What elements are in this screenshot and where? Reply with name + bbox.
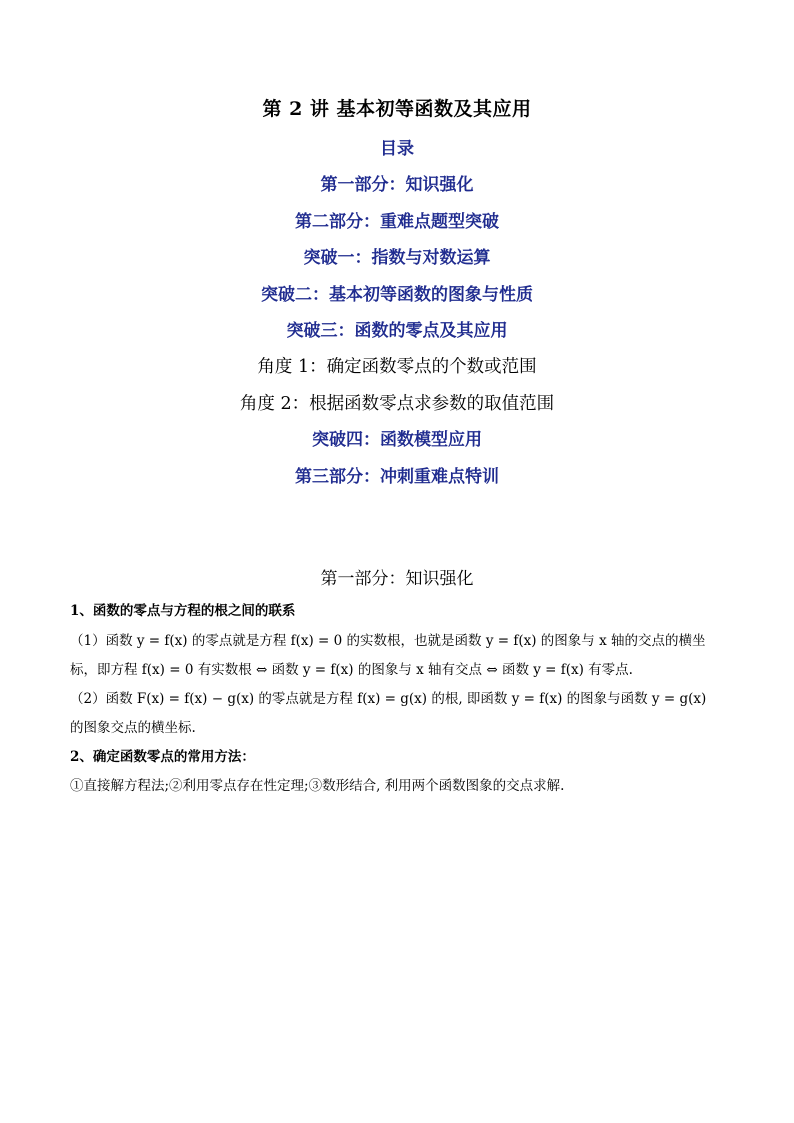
section-title: 第一部分：知识强化 [320, 569, 474, 589]
toc-item: 角度 1：确定函数零点的个数或范围 [257, 357, 537, 378]
toc-item[interactable]: 突破一：指数与对数运算 [303, 248, 491, 269]
page-title: 第 2 讲 基本初等函数及其应用 [262, 98, 532, 120]
toc-heading[interactable]: 目录 [380, 139, 414, 159]
paragraph-line: ①直接解方程法;②利用零点存在性定理;③数形结合, 利用两个函数图象的交点求解. [70, 778, 565, 794]
section-heading: 1、函数的零点与方程的根之间的联系 [70, 603, 296, 619]
toc-item[interactable]: 突破四：函数模型应用 [312, 430, 482, 451]
table-of-contents [0, 137, 794, 501]
paragraph-line: （2）函数 F(x) = f(x) − g(x) 的零点就是方程 f(x) = g(x) 的根, 即函数 y = f(x) 的图象与函数 y = g(x) [70, 691, 707, 707]
paragraph-line: 标，即方程 f(x) = 0 有实数根 ⇔ 函数 y = f(x) 的图象与 x 轴有交点 ⇔ 函数 y = f(x) 有零点. [70, 662, 633, 678]
paragraph-line: （1）函数 y = f(x) 的零点就是方程 f(x) = 0 的实数根，也就是函数 y = f(x) 的图象与 x 轴的交点的横坐 [70, 633, 706, 649]
section-heading: 2、确定函数零点的常用方法： [70, 749, 255, 765]
toc-item[interactable]: 突破三：函数的零点及其应用 [286, 320, 508, 341]
toc-item: 角度 2：根据函数零点求参数的取值范围 [239, 393, 555, 414]
toc-item[interactable]: 第一部分：知识强化 [320, 175, 474, 196]
toc-item[interactable]: 突破二：基本初等函数的图象与性质 [261, 284, 533, 305]
toc-item[interactable]: 第二部分：重难点题型突破 [295, 211, 499, 232]
paragraph-line: 的图象交点的横坐标. [70, 720, 196, 736]
toc-item[interactable]: 第三部分：冲刺重难点特训 [295, 466, 499, 487]
